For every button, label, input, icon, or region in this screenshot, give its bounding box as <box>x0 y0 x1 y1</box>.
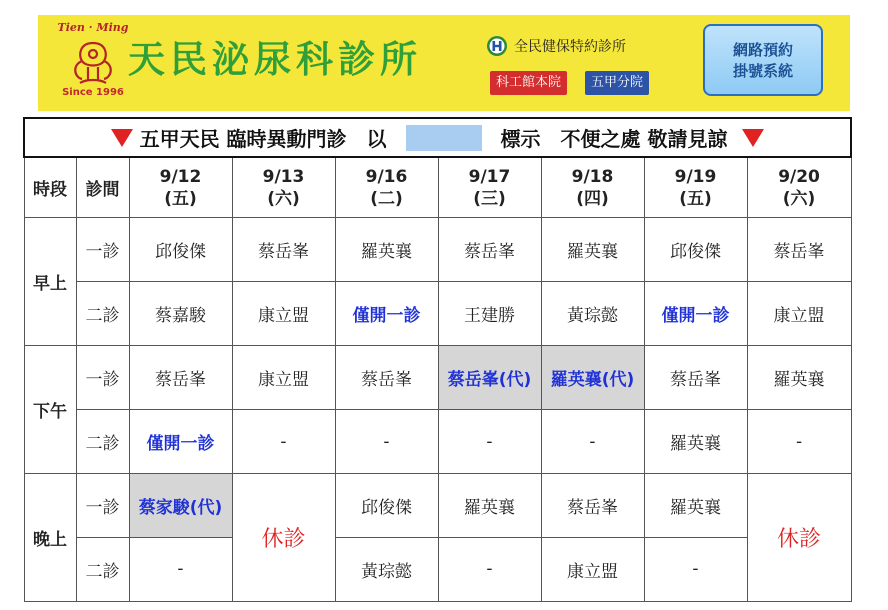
date-label: 9/19 <box>674 166 717 187</box>
date-label: 9/17 <box>468 166 511 187</box>
empty-cell: - <box>644 537 747 601</box>
doctor-cell: 蔡岳峯 <box>232 218 335 282</box>
nhi-logo-icon <box>486 35 508 57</box>
nhi-contract-badge <box>486 35 626 57</box>
doctor-cell: 羅英襄 <box>644 410 747 474</box>
doctor-cell: 羅英襄 <box>747 346 851 410</box>
empty-cell: - <box>129 537 232 601</box>
schedule-row <box>24 218 851 282</box>
weekday-label: (五) <box>679 188 712 209</box>
day-header <box>129 157 232 217</box>
substitute-doctor-cell: 蔡家駿(代) <box>129 474 232 538</box>
branch-main-link[interactable]: 科工館本院 <box>490 71 567 95</box>
date-label: 9/16 <box>365 166 408 187</box>
doctor-cell: 蔡岳峯 <box>335 346 438 410</box>
room-header: 診間 <box>76 157 129 217</box>
weekday-label: (六) <box>267 188 300 209</box>
doctor-cell: 蔡岳峯 <box>438 218 541 282</box>
doctor-cell: 康立盟 <box>232 282 335 346</box>
doctor-cell: 黃琮懿 <box>541 282 644 346</box>
date-label: 9/13 <box>262 166 305 187</box>
schedule-row <box>24 282 851 346</box>
booking-label-line2: 掛號系統 <box>732 62 793 80</box>
substitute-doctor-cell: 蔡岳峯(代) <box>438 346 541 410</box>
doctor-cell: 康立盟 <box>232 346 335 410</box>
doctor-cell: 康立盟 <box>541 537 644 601</box>
branch-wujia-link[interactable]: 五甲分院 <box>585 71 649 95</box>
single-room-notice-cell: 僅開一診 <box>335 282 438 346</box>
room-label: 二診 <box>76 282 129 346</box>
weekday-label: (五) <box>164 188 197 209</box>
room-label: 一診 <box>76 474 129 538</box>
empty-cell: - <box>438 410 541 474</box>
empty-cell: - <box>335 410 438 474</box>
schedule-table <box>23 117 852 602</box>
header-banner <box>38 15 850 111</box>
empty-cell: - <box>232 410 335 474</box>
day-header <box>232 157 335 217</box>
logo-since: Since 1996 <box>62 87 124 98</box>
doctor-cell: 羅英襄 <box>438 474 541 538</box>
day-header <box>747 157 851 217</box>
closed-cell: 休診 <box>232 474 335 602</box>
schedule-row <box>24 346 851 410</box>
red-triangle-icon <box>111 129 133 147</box>
red-triangle-icon <box>742 129 764 147</box>
doctor-cell: 黃琮懿 <box>335 537 438 601</box>
doctor-cell: 蔡岳峯 <box>747 218 851 282</box>
single-room-notice-cell: 僅開一診 <box>644 282 747 346</box>
doctor-cell: 蔡岳峯 <box>644 346 747 410</box>
doctor-cell: 蔡岳峯 <box>129 346 232 410</box>
schedule-row <box>24 410 851 474</box>
notice-text-end: 標示 不便之處 敬請見諒 <box>500 127 728 152</box>
weekday-label: (六) <box>782 188 816 209</box>
schedule-row <box>24 537 851 601</box>
logo-wordmark: Tien · Ming <box>57 21 129 34</box>
nhi-label: 全民健保特約診所 <box>514 39 626 55</box>
doctor-cell: 蔡嘉駿 <box>129 282 232 346</box>
clinic-name: 天民泌尿科診所 <box>128 38 422 81</box>
weekday-label: (四) <box>576 188 609 209</box>
period-morning: 早上 <box>24 218 76 346</box>
date-label: 9/12 <box>159 166 202 187</box>
room-label: 二診 <box>76 537 129 601</box>
doctor-cell: 羅英襄 <box>644 474 747 538</box>
doctor-cell: 邱俊傑 <box>335 474 438 538</box>
schedule-row <box>24 474 851 538</box>
day-header <box>335 157 438 217</box>
day-header <box>541 157 644 217</box>
weekday-label: (二) <box>370 188 403 209</box>
doctor-cell: 蔡岳峯 <box>541 474 644 538</box>
substitute-doctor-cell: 羅英襄(代) <box>541 346 644 410</box>
empty-cell: - <box>438 537 541 601</box>
doctor-cell: 羅英襄 <box>541 218 644 282</box>
room-label: 一診 <box>76 218 129 282</box>
date-label: 9/18 <box>571 166 614 187</box>
room-label: 二診 <box>76 410 129 474</box>
doctor-cell: 王建勝 <box>438 282 541 346</box>
day-header <box>438 157 541 217</box>
highlight-swatch <box>406 125 482 151</box>
single-room-notice-cell: 僅開一診 <box>129 410 232 474</box>
day-header <box>644 157 747 217</box>
clinic-logo <box>52 21 134 105</box>
room-label: 一診 <box>76 346 129 410</box>
booking-label-line1: 網路預約 <box>732 41 793 59</box>
online-booking-button[interactable] <box>703 24 823 96</box>
doctor-cell: 邱俊傑 <box>644 218 747 282</box>
doctor-cell: 羅英襄 <box>335 218 438 282</box>
empty-cell: - <box>541 410 644 474</box>
doctor-cell: 邱俊傑 <box>129 218 232 282</box>
weekday-label: (三) <box>473 188 506 209</box>
closed-cell: 休診 <box>747 474 851 602</box>
period-evening: 晚上 <box>24 474 76 602</box>
date-label: 9/20 <box>778 166 820 187</box>
period-afternoon: 下午 <box>24 346 76 474</box>
doctor-cell: 康立盟 <box>747 282 851 346</box>
header-row <box>24 157 851 217</box>
notice-banner <box>24 118 851 157</box>
empty-cell: - <box>747 410 851 474</box>
notice-text-start: 五甲天民 臨時異動門診 以 <box>139 127 387 152</box>
period-header: 時段 <box>24 157 76 217</box>
